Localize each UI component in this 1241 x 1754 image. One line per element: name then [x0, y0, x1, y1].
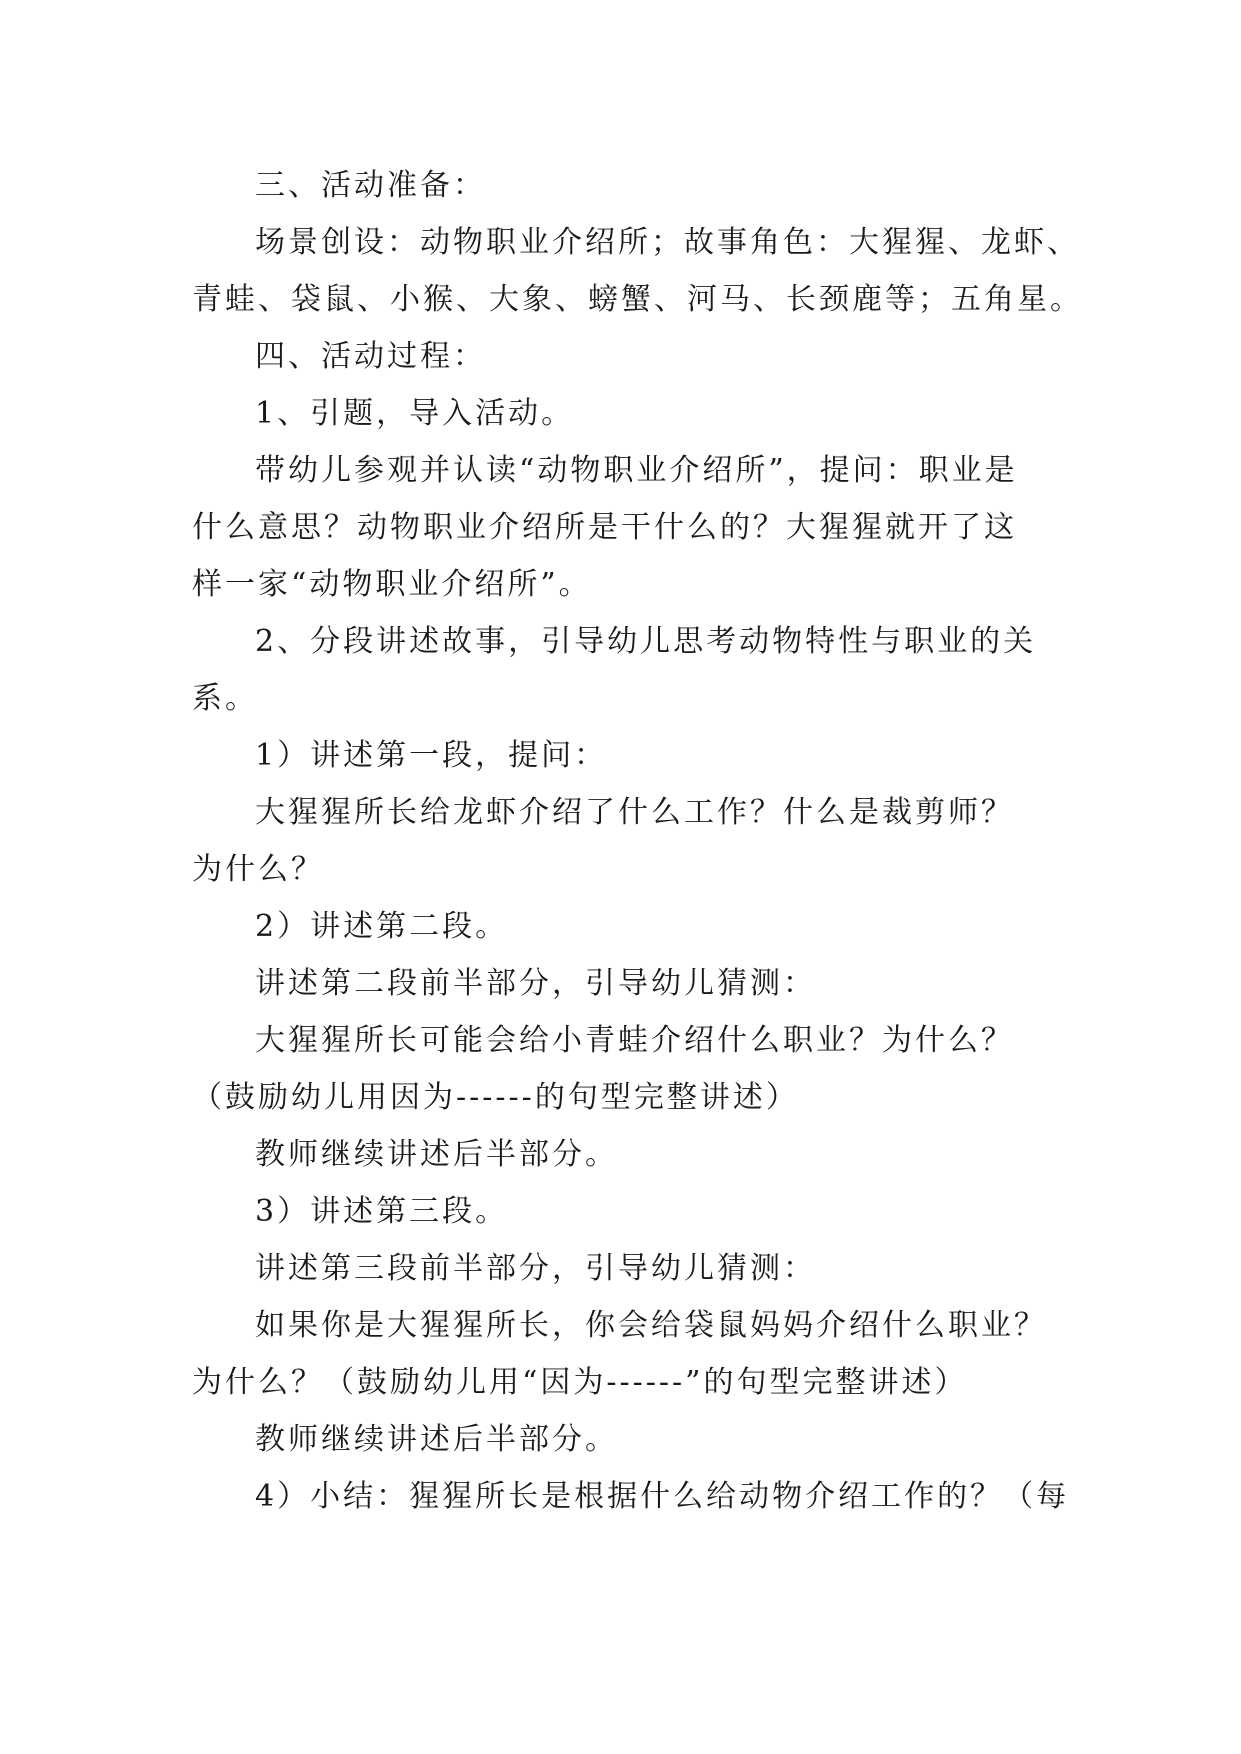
step-heading: 1、引题，导入活动。: [255, 396, 575, 431]
paragraph-line: 青蛙、袋鼠、小猴、大象、螃蟹、河马、长颈鹿等；五角星。: [192, 282, 1083, 317]
paragraph-line: 教师继续讲述后半部分。: [255, 1422, 618, 1457]
paragraph-line: 大猩猩所长可能会给小青蛙介绍什么职业？为什么？: [255, 1023, 1014, 1058]
paragraph-line: 讲述第三段前半部分，引导幼儿猜测：: [255, 1251, 816, 1286]
section-heading-preparation: 三、活动准备：: [255, 168, 486, 203]
paragraph-line: 什么意思？动物职业介绍所是干什么的？大猩猩就开了这: [192, 510, 1017, 545]
paragraph-line: 教师继续讲述后半部分。: [255, 1137, 618, 1172]
paragraph-line: 如果你是大猩猩所长，你会给袋鼠妈妈介绍什么职业？: [255, 1308, 1047, 1343]
paragraph-line: 带幼儿参观并认读“动物职业介绍所”，提问：职业是: [255, 453, 1018, 488]
paragraph-line: 样一家“动物职业介绍所”。: [192, 567, 592, 602]
paragraph-line: 场景创设：动物职业介绍所；故事角色：大猩猩、龙虾、: [255, 225, 1080, 260]
paragraph-line: 为什么？: [192, 852, 324, 887]
sub-step-heading: 2）讲述第二段。: [255, 909, 509, 944]
paragraph-line: 讲述第二段前半部分，引导幼儿猜测：: [255, 966, 816, 1001]
paragraph-line: 系。: [192, 681, 258, 716]
paragraph-line: 大猩猩所长给龙虾介绍了什么工作？什么是裁剪师？: [255, 795, 1014, 830]
paragraph-line: （鼓励幼儿用因为------的句型完整讲述）: [192, 1080, 799, 1115]
section-heading-process: 四、活动过程：: [255, 339, 486, 374]
sub-step-heading: 4）小结：猩猩所长是根据什么给动物介绍工作的？（每: [255, 1479, 1070, 1514]
step-heading: 2、分段讲述故事，引导幼儿思考动物特性与职业的关: [255, 624, 1037, 659]
sub-step-heading: 1）讲述第一段，提问：: [255, 738, 608, 773]
sub-step-heading: 3）讲述第三段。: [255, 1194, 509, 1229]
paragraph-line: 为什么？（鼓励幼儿用“因为------”的句型完整讲述）: [192, 1365, 968, 1400]
